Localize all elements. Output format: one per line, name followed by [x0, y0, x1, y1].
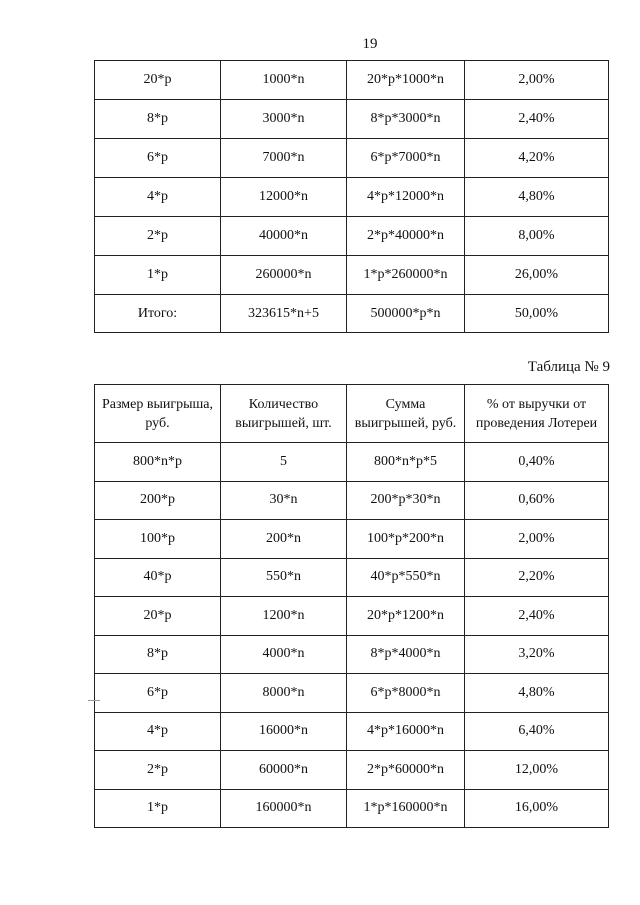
cell-revenue-percent: 8,00% [465, 217, 609, 256]
header-revenue-percent: % от выручки от проведения Лотереи [465, 385, 609, 443]
prize-table-9-body [95, 443, 609, 828]
cell-revenue-percent: 4,20% [465, 139, 609, 178]
cell-revenue-percent: 0,40% [465, 443, 609, 482]
cell-prize-amount: 20*p [95, 597, 221, 636]
table-row [95, 558, 609, 597]
cell-prize-sum: 2*p*60000*n [347, 751, 465, 790]
cell-revenue-percent: 2,20% [465, 558, 609, 597]
cell-prize-amount: 4*p [95, 712, 221, 751]
cell-prize-sum: 800*n*p*5 [347, 443, 465, 482]
cell-prize-sum: 100*p*200*n [347, 520, 465, 559]
table-row [95, 674, 609, 713]
table-header-row [95, 385, 609, 443]
cell-prize-amount: 200*p [95, 481, 221, 520]
cell-prize-amount: 8*p [95, 635, 221, 674]
cell-prize-sum: 8*p*4000*n [347, 635, 465, 674]
cell-revenue-percent: 4,80% [465, 178, 609, 217]
cell-prize-sum: 8*p*3000*n [347, 100, 465, 139]
cell-prize-count: 40000*n [221, 217, 347, 256]
cell-prize-amount: 100*p [95, 520, 221, 559]
cell-prize-amount: 4*p [95, 178, 221, 217]
cell-prize-count: 8000*n [221, 674, 347, 713]
page-number-text: 19 [362, 36, 378, 52]
cell-prize-sum: 1*p*160000*n [347, 789, 465, 828]
cell-prize-count: 1200*n [221, 597, 347, 636]
cell-revenue-percent: 0,60% [465, 481, 609, 520]
cell-prize-count: 200*n [221, 520, 347, 559]
cell-revenue-percent: 2,40% [465, 100, 609, 139]
cell-prize-amount: 800*n*p [95, 443, 221, 482]
cell-prize-count: 323615*n+5 [221, 295, 347, 333]
cell-prize-count: 5 [221, 443, 347, 482]
cell-prize-amount: 8*p [95, 100, 221, 139]
cell-prize-count: 260000*n [221, 256, 347, 295]
cell-revenue-percent: 12,00% [465, 751, 609, 790]
margin-mark [88, 700, 100, 701]
header-prize-count: Количество выигрышей, шт. [221, 385, 347, 443]
cell-prize-sum: 20*p*1000*n [347, 61, 465, 100]
cell-prize-sum: 20*p*1200*n [347, 597, 465, 636]
cell-revenue-percent: 26,00% [465, 256, 609, 295]
cell-prize-count: 1000*n [221, 61, 347, 100]
table-row [95, 481, 609, 520]
table-row [95, 61, 609, 100]
cell-prize-count: 550*n [221, 558, 347, 597]
cell-prize-sum: 200*p*30*n [347, 481, 465, 520]
prize-table-continued-body [95, 61, 609, 333]
cell-prize-count: 160000*n [221, 789, 347, 828]
cell-prize-amount: 40*p [95, 558, 221, 597]
cell-prize-sum: 500000*p*n [347, 295, 465, 333]
header-prize-sum: Сумма выигрышей, руб. [347, 385, 465, 443]
table-row [95, 520, 609, 559]
cell-prize-sum: 1*p*260000*n [347, 256, 465, 295]
table-row [95, 295, 609, 333]
cell-prize-sum: 2*p*40000*n [347, 217, 465, 256]
table-row [95, 789, 609, 828]
cell-prize-count: 16000*n [221, 712, 347, 751]
cell-prize-amount: 6*p [95, 674, 221, 713]
cell-prize-amount: 1*p [95, 256, 221, 295]
cell-prize-count: 7000*n [221, 139, 347, 178]
cell-revenue-percent: 6,40% [465, 712, 609, 751]
cell-revenue-percent: 3,20% [465, 635, 609, 674]
cell-prize-amount: Итого: [95, 295, 221, 333]
cell-prize-count: 12000*n [221, 178, 347, 217]
cell-prize-amount: 2*p [95, 751, 221, 790]
cell-prize-sum: 4*p*12000*n [347, 178, 465, 217]
table-row [95, 139, 609, 178]
header-prize-amount: Размер выигрыша, руб. [95, 385, 221, 443]
cell-prize-amount: 20*p [95, 61, 221, 100]
cell-prize-sum: 6*p*7000*n [347, 139, 465, 178]
cell-prize-sum: 4*p*16000*n [347, 712, 465, 751]
table-row [95, 635, 609, 674]
cell-prize-amount: 1*p [95, 789, 221, 828]
cell-revenue-percent: 16,00% [465, 789, 609, 828]
cell-prize-count: 3000*n [221, 100, 347, 139]
table-caption: Таблица № 9 [527, 359, 610, 375]
table-row [95, 597, 609, 636]
prize-table-continued [94, 60, 609, 333]
cell-revenue-percent: 4,80% [465, 674, 609, 713]
cell-prize-amount: 2*p [95, 217, 221, 256]
table-row [95, 217, 609, 256]
cell-prize-count: 30*n [221, 481, 347, 520]
cell-revenue-percent: 50,00% [465, 295, 609, 333]
table-row [95, 443, 609, 482]
page-number [0, 36, 640, 53]
prize-table-9 [94, 384, 609, 828]
table-row [95, 712, 609, 751]
cell-revenue-percent: 2,00% [465, 61, 609, 100]
cell-revenue-percent: 2,40% [465, 597, 609, 636]
table-row [95, 256, 609, 295]
cell-prize-sum: 40*p*550*n [347, 558, 465, 597]
cell-prize-count: 60000*n [221, 751, 347, 790]
cell-prize-amount: 6*p [95, 139, 221, 178]
cell-prize-count: 4000*n [221, 635, 347, 674]
cell-prize-sum: 6*p*8000*n [347, 674, 465, 713]
table-row [95, 178, 609, 217]
cell-revenue-percent: 2,00% [465, 520, 609, 559]
table-row [95, 751, 609, 790]
table-row [95, 100, 609, 139]
